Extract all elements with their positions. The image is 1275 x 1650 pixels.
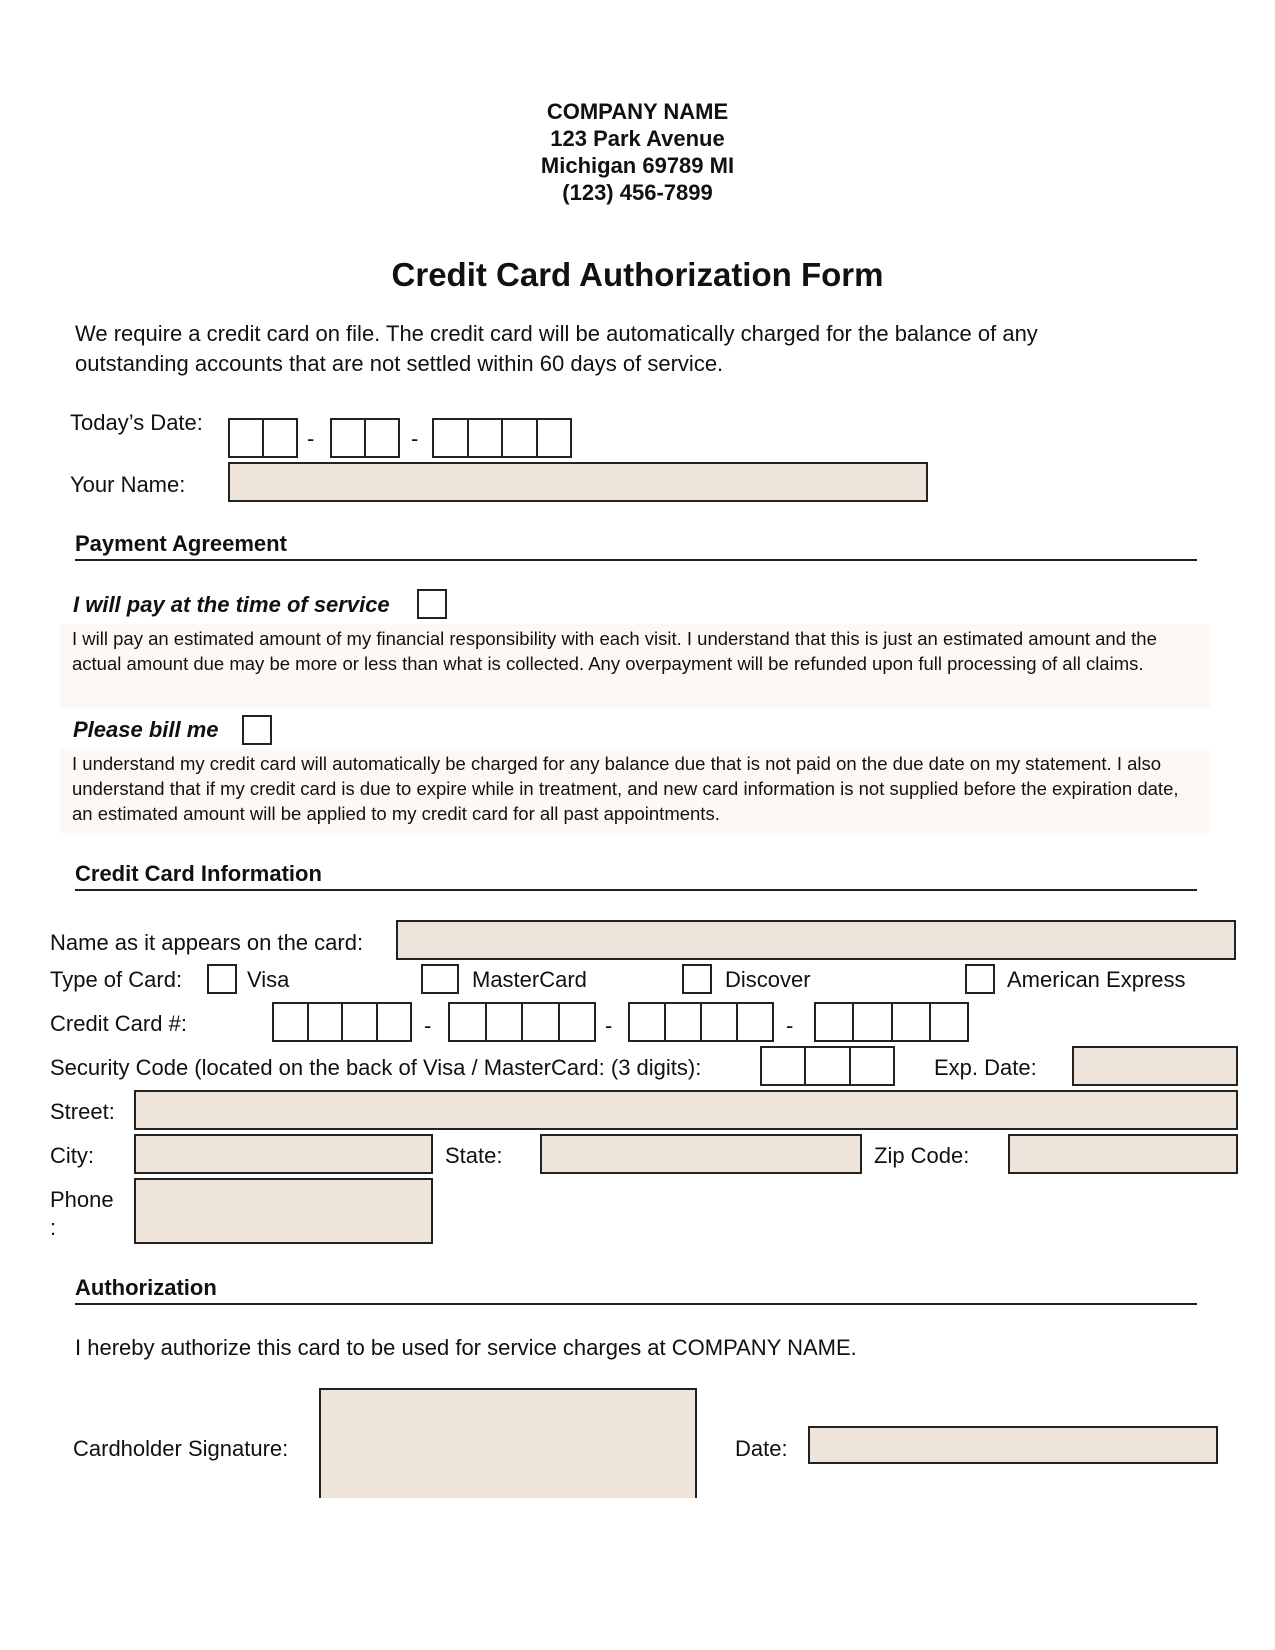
authorization-heading: Authorization xyxy=(75,1275,217,1300)
bill-me-label: Please bill me xyxy=(73,717,219,742)
state-field[interactable] xyxy=(540,1134,862,1174)
credit-card-rule xyxy=(75,889,1197,891)
card-number-dash-2: - xyxy=(605,1013,613,1038)
authorization-text: I hereby authorize this card to be used for service charges at COMPANY NAME. xyxy=(75,1335,857,1360)
pay-at-service-text: I will pay an estimated amount of my financial responsibility with each visit. I understand that this is just an estimated amount and the actual amount due may be more or less than what is collected. Any overpayment will be refunded upon full processing of all claims. xyxy=(60,624,1210,708)
credit-card-heading: Credit Card Information xyxy=(75,861,322,886)
card-number-group-3[interactable] xyxy=(628,1002,774,1042)
city-label: City: xyxy=(50,1143,94,1168)
card-number-label: Credit Card #: xyxy=(50,1011,187,1036)
intro-line-1: We require a credit card on file. The credit card will be automatically charged for the balance of any xyxy=(75,321,1038,346)
form-title: Credit Card Authorization Form xyxy=(391,256,884,293)
zip-code-label: Zip Code: xyxy=(874,1143,970,1168)
card-number-group-1[interactable] xyxy=(272,1002,412,1042)
card-name-label: Name as it appears on the card: xyxy=(50,930,364,955)
your-name-label: Your Name: xyxy=(70,472,186,497)
bill-me-checkbox[interactable] xyxy=(242,715,272,745)
security-code-field[interactable] xyxy=(760,1046,895,1086)
date-month-field[interactable] xyxy=(228,418,298,458)
card-number-dash-3: - xyxy=(786,1013,794,1038)
signature-label: Cardholder Signature: xyxy=(73,1436,289,1461)
phone-label: Phone xyxy=(50,1187,114,1212)
exp-date-label: Exp. Date: xyxy=(934,1055,1037,1080)
card-number-group-2[interactable] xyxy=(448,1002,596,1042)
company-phone: (123) 456-7899 xyxy=(562,180,713,205)
date-year-field[interactable] xyxy=(432,418,572,458)
company-name: COMPANY NAME xyxy=(546,99,729,124)
discover-label: Discover xyxy=(725,967,811,992)
card-name-field[interactable] xyxy=(396,920,1236,960)
company-city: Michigan 69789 MI xyxy=(540,153,735,178)
auth-date-field[interactable] xyxy=(808,1426,1218,1464)
date-day-field[interactable] xyxy=(330,418,400,458)
phone-field[interactable] xyxy=(134,1178,433,1244)
pay-at-service-label: I will pay at the time of service xyxy=(73,592,390,617)
phone-label-colon: : xyxy=(50,1215,57,1240)
security-code-label: Security Code (located on the back of Visa / MasterCard: (3 digits): xyxy=(50,1055,702,1080)
amex-checkbox[interactable] xyxy=(965,964,995,994)
pay-at-service-checkbox[interactable] xyxy=(417,589,447,619)
intro-line-2: outstanding accounts that are not settled within 60 days of service. xyxy=(75,351,724,376)
your-name-field[interactable] xyxy=(228,462,928,502)
visa-checkbox[interactable] xyxy=(207,964,237,994)
visa-label: Visa xyxy=(247,967,290,992)
amex-label: American Express xyxy=(1007,967,1186,992)
state-label: State: xyxy=(445,1143,503,1168)
todays-date-label: Today’s Date: xyxy=(70,410,203,435)
company-street: 123 Park Avenue xyxy=(550,126,725,151)
street-label: Street: xyxy=(50,1099,115,1124)
mastercard-label: MasterCard xyxy=(472,967,587,992)
card-number-group-4[interactable] xyxy=(814,1002,969,1042)
date-dash-2: - xyxy=(411,426,419,451)
exp-date-field[interactable] xyxy=(1072,1046,1238,1086)
date-dash-1: - xyxy=(307,426,315,451)
payment-agreement-heading: Payment Agreement xyxy=(75,531,287,556)
signature-field[interactable] xyxy=(319,1388,697,1498)
discover-checkbox[interactable] xyxy=(682,964,712,994)
auth-date-label: Date: xyxy=(735,1436,788,1461)
card-number-dash-1: - xyxy=(424,1013,432,1038)
street-field[interactable] xyxy=(134,1090,1238,1130)
city-field[interactable] xyxy=(134,1134,433,1174)
card-type-label: Type of Card: xyxy=(50,967,183,992)
zip-code-field[interactable] xyxy=(1008,1134,1238,1174)
mastercard-checkbox[interactable] xyxy=(421,964,459,994)
authorization-rule xyxy=(75,1303,1197,1305)
bill-me-text: I understand my credit card will automatically be charged for any balance due that is not paid on the due date on my statement. I also understand that if my credit card is due to expire while in treatment, and new card information is not supplied before the expiration date, an estimated amount will be applied to my credit card for all past appointments. xyxy=(60,749,1210,833)
payment-agreement-rule xyxy=(75,559,1197,561)
